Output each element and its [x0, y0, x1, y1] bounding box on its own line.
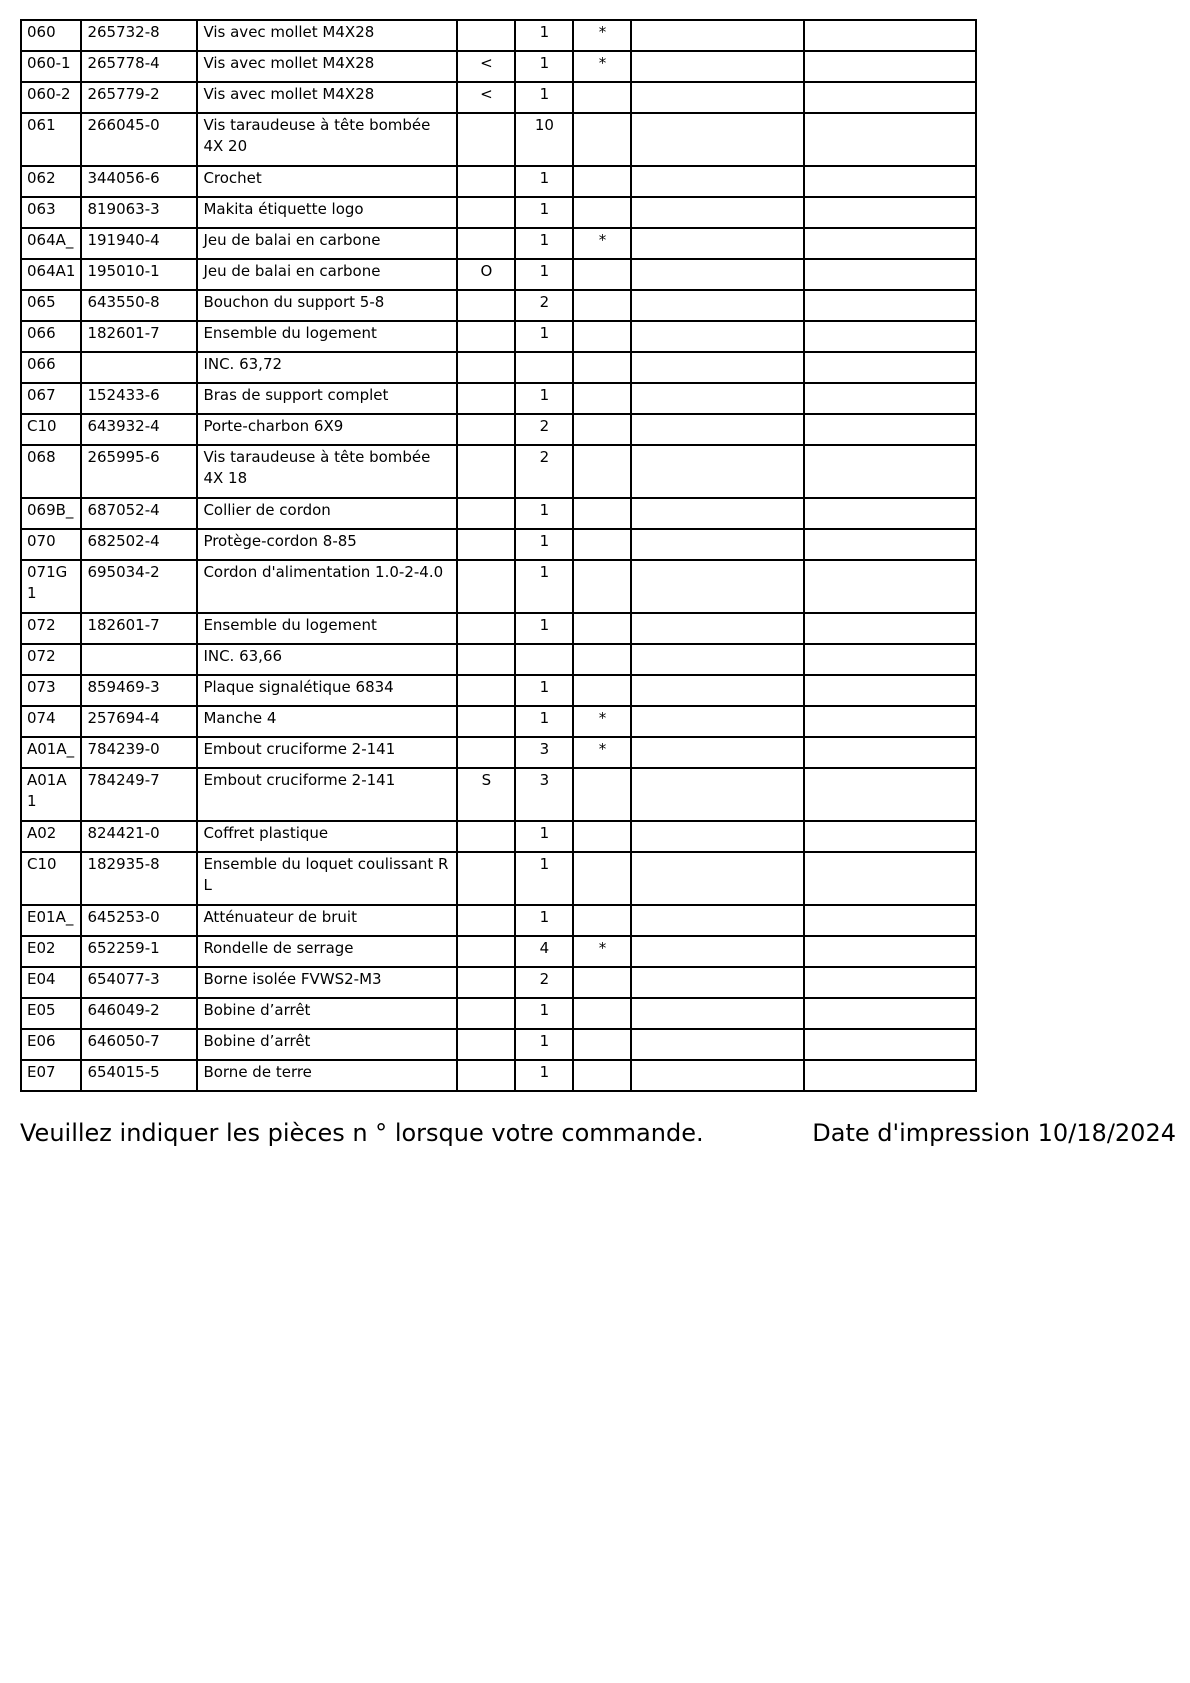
mark-cell	[457, 445, 515, 498]
description-cell: Jeu de balai en carbone	[197, 228, 457, 259]
quantity-cell: 3	[515, 737, 573, 768]
mark-cell: <	[457, 51, 515, 82]
print-date: Date d'impression 10/18/2024	[812, 1119, 1176, 1147]
table-row	[21, 560, 976, 613]
note-cell: *	[573, 936, 631, 967]
blank-cell-b	[804, 51, 976, 82]
blank-cell-b	[804, 1060, 976, 1091]
part-number-cell: 695034-2	[81, 560, 197, 613]
note-cell	[573, 905, 631, 936]
mark-cell	[457, 321, 515, 352]
blank-cell-b	[804, 414, 976, 445]
quantity-cell: 2	[515, 414, 573, 445]
item-number-cell: 060	[21, 20, 81, 51]
mark-cell	[457, 383, 515, 414]
quantity-cell: 2	[515, 290, 573, 321]
table-row	[21, 998, 976, 1029]
mark-cell	[457, 228, 515, 259]
note-cell: *	[573, 51, 631, 82]
description-cell: Makita étiquette logo	[197, 197, 457, 228]
part-number-cell: 784249-7	[81, 768, 197, 821]
description-cell: Bouchon du support 5-8	[197, 290, 457, 321]
part-number-cell: 266045-0	[81, 113, 197, 166]
item-number-cell: 063	[21, 197, 81, 228]
description-cell: Atténuateur de bruit	[197, 905, 457, 936]
quantity-cell: 1	[515, 82, 573, 113]
description-cell: Vis avec mollet M4X28	[197, 20, 457, 51]
quantity-cell: 1	[515, 905, 573, 936]
quantity-cell: 1	[515, 1060, 573, 1091]
blank-cell-a	[631, 706, 804, 737]
quantity-cell: 2	[515, 967, 573, 998]
part-number-cell: 646049-2	[81, 998, 197, 1029]
mark-cell	[457, 290, 515, 321]
quantity-cell: 1	[515, 529, 573, 560]
blank-cell-a	[631, 321, 804, 352]
description-cell: Jeu de balai en carbone	[197, 259, 457, 290]
part-number-cell: 265995-6	[81, 445, 197, 498]
description-cell: Vis avec mollet M4X28	[197, 51, 457, 82]
description-cell: Bobine d’arrêt	[197, 1029, 457, 1060]
table-row	[21, 352, 976, 383]
item-number-cell: 061	[21, 113, 81, 166]
part-number-cell: 645253-0	[81, 905, 197, 936]
description-cell: Coffret plastique	[197, 821, 457, 852]
quantity-cell: 1	[515, 228, 573, 259]
table-row	[21, 51, 976, 82]
part-number-cell: 654077-3	[81, 967, 197, 998]
table-row	[21, 936, 976, 967]
note-cell	[573, 967, 631, 998]
table-row	[21, 967, 976, 998]
table-row	[21, 905, 976, 936]
table-row	[21, 20, 976, 51]
blank-cell-b	[804, 821, 976, 852]
table-row	[21, 644, 976, 675]
part-number-cell: 654015-5	[81, 1060, 197, 1091]
mark-cell	[457, 1060, 515, 1091]
mark-cell: S	[457, 768, 515, 821]
part-number-cell: 682502-4	[81, 529, 197, 560]
blank-cell-a	[631, 821, 804, 852]
blank-cell-b	[804, 383, 976, 414]
table-row	[21, 321, 976, 352]
mark-cell: <	[457, 82, 515, 113]
mark-cell	[457, 20, 515, 51]
blank-cell-a	[631, 197, 804, 228]
blank-cell-a	[631, 259, 804, 290]
description-cell: INC. 63,72	[197, 352, 457, 383]
blank-cell-a	[631, 768, 804, 821]
description-cell: Embout cruciforme 2-141	[197, 737, 457, 768]
description-cell: Manche 4	[197, 706, 457, 737]
table-row	[21, 852, 976, 905]
part-number-cell: 265778-4	[81, 51, 197, 82]
description-cell: Bras de support complet	[197, 383, 457, 414]
blank-cell-b	[804, 768, 976, 821]
note-cell	[573, 321, 631, 352]
blank-cell-b	[804, 644, 976, 675]
description-cell: Plaque signalétique 6834	[197, 675, 457, 706]
table-row	[21, 1060, 976, 1091]
item-number-cell: 072	[21, 644, 81, 675]
item-number-cell: A01A 1	[21, 768, 81, 821]
item-number-cell: 068	[21, 445, 81, 498]
item-number-cell: E01A_	[21, 905, 81, 936]
description-cell: INC. 63,66	[197, 644, 457, 675]
item-number-cell: 064A1	[21, 259, 81, 290]
part-number-cell: 265732-8	[81, 20, 197, 51]
description-cell: Borne isolée FVWS2-M3	[197, 967, 457, 998]
note-cell	[573, 560, 631, 613]
part-number-cell: 687052-4	[81, 498, 197, 529]
part-number-cell: 195010-1	[81, 259, 197, 290]
blank-cell-a	[631, 383, 804, 414]
note-cell	[573, 445, 631, 498]
quantity-cell: 1	[515, 675, 573, 706]
table-row	[21, 228, 976, 259]
description-cell: Embout cruciforme 2-141	[197, 768, 457, 821]
blank-cell-b	[804, 113, 976, 166]
quantity-cell: 1	[515, 20, 573, 51]
mark-cell	[457, 967, 515, 998]
part-number-cell: 646050-7	[81, 1029, 197, 1060]
note-cell	[573, 414, 631, 445]
note-cell: *	[573, 228, 631, 259]
part-number-cell: 652259-1	[81, 936, 197, 967]
blank-cell-a	[631, 737, 804, 768]
blank-cell-b	[804, 737, 976, 768]
mark-cell	[457, 613, 515, 644]
blank-cell-a	[631, 290, 804, 321]
item-number-cell: C10	[21, 852, 81, 905]
note-cell	[573, 290, 631, 321]
note-cell	[573, 259, 631, 290]
item-number-cell: 060-2	[21, 82, 81, 113]
quantity-cell: 1	[515, 51, 573, 82]
description-cell: Protège-cordon 8-85	[197, 529, 457, 560]
blank-cell-b	[804, 905, 976, 936]
part-number-cell: 824421-0	[81, 821, 197, 852]
note-cell	[573, 166, 631, 197]
table-row	[21, 498, 976, 529]
blank-cell-a	[631, 82, 804, 113]
item-number-cell: C10	[21, 414, 81, 445]
quantity-cell: 1	[515, 197, 573, 228]
part-number-cell	[81, 352, 197, 383]
blank-cell-b	[804, 560, 976, 613]
quantity-cell: 1	[515, 383, 573, 414]
item-number-cell: E07	[21, 1060, 81, 1091]
blank-cell-b	[804, 197, 976, 228]
note-cell	[573, 383, 631, 414]
item-number-cell: 064A_	[21, 228, 81, 259]
description-cell: Crochet	[197, 166, 457, 197]
blank-cell-b	[804, 529, 976, 560]
mark-cell	[457, 560, 515, 613]
description-cell: Ensemble du loquet coulissant R L	[197, 852, 457, 905]
quantity-cell: 1	[515, 498, 573, 529]
quantity-cell	[515, 644, 573, 675]
blank-cell-b	[804, 290, 976, 321]
quantity-cell: 1	[515, 166, 573, 197]
mark-cell	[457, 529, 515, 560]
part-number-cell: 152433-6	[81, 383, 197, 414]
item-number-cell: 066	[21, 321, 81, 352]
description-cell: Ensemble du logement	[197, 321, 457, 352]
blank-cell-a	[631, 998, 804, 1029]
blank-cell-b	[804, 498, 976, 529]
blank-cell-b	[804, 675, 976, 706]
blank-cell-a	[631, 967, 804, 998]
blank-cell-b	[804, 20, 976, 51]
note-cell: *	[573, 706, 631, 737]
quantity-cell: 1	[515, 998, 573, 1029]
blank-cell-a	[631, 936, 804, 967]
mark-cell	[457, 1029, 515, 1060]
part-number-cell: 265779-2	[81, 82, 197, 113]
note-cell	[573, 768, 631, 821]
quantity-cell: 1	[515, 852, 573, 905]
mark-cell	[457, 706, 515, 737]
note-cell	[573, 613, 631, 644]
part-number-cell: 819063-3	[81, 197, 197, 228]
table-row	[21, 113, 976, 166]
mark-cell	[457, 498, 515, 529]
table-row	[21, 821, 976, 852]
blank-cell-b	[804, 228, 976, 259]
note-cell	[573, 1029, 631, 1060]
blank-cell-a	[631, 1029, 804, 1060]
item-number-cell: 062	[21, 166, 81, 197]
blank-cell-a	[631, 414, 804, 445]
mark-cell	[457, 166, 515, 197]
blank-cell-b	[804, 352, 976, 383]
item-number-cell: 071G 1	[21, 560, 81, 613]
table-row	[21, 529, 976, 560]
mark-cell	[457, 936, 515, 967]
blank-cell-b	[804, 967, 976, 998]
quantity-cell: 1	[515, 613, 573, 644]
blank-cell-b	[804, 321, 976, 352]
blank-cell-a	[631, 166, 804, 197]
description-cell: Borne de terre	[197, 1060, 457, 1091]
description-cell: Vis avec mollet M4X28	[197, 82, 457, 113]
part-number-cell: 643550-8	[81, 290, 197, 321]
note-cell	[573, 644, 631, 675]
description-cell: Bobine d’arrêt	[197, 998, 457, 1029]
table-row	[21, 82, 976, 113]
blank-cell-a	[631, 1060, 804, 1091]
description-cell: Vis taraudeuse à tête bombée 4X 20	[197, 113, 457, 166]
blank-cell-b	[804, 998, 976, 1029]
blank-cell-b	[804, 259, 976, 290]
description-cell: Porte-charbon 6X9	[197, 414, 457, 445]
blank-cell-a	[631, 51, 804, 82]
parts-table-body	[21, 20, 976, 1091]
table-row	[21, 445, 976, 498]
table-row	[21, 166, 976, 197]
item-number-cell: E02	[21, 936, 81, 967]
part-number-cell: 344056-6	[81, 166, 197, 197]
blank-cell-b	[804, 166, 976, 197]
blank-cell-a	[631, 498, 804, 529]
table-row	[21, 675, 976, 706]
item-number-cell: 069B_	[21, 498, 81, 529]
mark-cell	[457, 852, 515, 905]
item-number-cell: 073	[21, 675, 81, 706]
blank-cell-b	[804, 613, 976, 644]
note-cell	[573, 82, 631, 113]
item-number-cell: E06	[21, 1029, 81, 1060]
blank-cell-a	[631, 675, 804, 706]
part-number-cell	[81, 644, 197, 675]
mark-cell	[457, 998, 515, 1029]
quantity-cell: 10	[515, 113, 573, 166]
note-cell	[573, 498, 631, 529]
note-cell	[573, 1060, 631, 1091]
quantity-cell: 1	[515, 560, 573, 613]
blank-cell-a	[631, 113, 804, 166]
description-cell: Rondelle de serrage	[197, 936, 457, 967]
mark-cell	[457, 821, 515, 852]
description-cell: Ensemble du logement	[197, 613, 457, 644]
quantity-cell: 1	[515, 1029, 573, 1060]
blank-cell-a	[631, 905, 804, 936]
part-number-cell: 191940-4	[81, 228, 197, 259]
blank-cell-a	[631, 613, 804, 644]
part-number-cell: 257694-4	[81, 706, 197, 737]
quantity-cell: 1	[515, 706, 573, 737]
part-number-cell: 859469-3	[81, 675, 197, 706]
part-number-cell: 643932-4	[81, 414, 197, 445]
table-row	[21, 414, 976, 445]
mark-cell	[457, 414, 515, 445]
blank-cell-b	[804, 936, 976, 967]
blank-cell-a	[631, 20, 804, 51]
mark-cell	[457, 675, 515, 706]
item-number-cell: A02	[21, 821, 81, 852]
item-number-cell: E05	[21, 998, 81, 1029]
blank-cell-a	[631, 228, 804, 259]
item-number-cell: E04	[21, 967, 81, 998]
blank-cell-b	[804, 1029, 976, 1060]
part-number-cell: 182935-8	[81, 852, 197, 905]
blank-cell-a	[631, 529, 804, 560]
mark-cell	[457, 352, 515, 383]
mark-cell	[457, 113, 515, 166]
note-cell	[573, 821, 631, 852]
quantity-cell: 1	[515, 821, 573, 852]
table-row	[21, 290, 976, 321]
quantity-cell	[515, 352, 573, 383]
note-cell	[573, 113, 631, 166]
table-row	[21, 613, 976, 644]
table-row	[21, 768, 976, 821]
quantity-cell: 3	[515, 768, 573, 821]
table-row	[21, 197, 976, 228]
item-number-cell: 067	[21, 383, 81, 414]
mark-cell: O	[457, 259, 515, 290]
part-number-cell: 182601-7	[81, 321, 197, 352]
blank-cell-b	[804, 82, 976, 113]
quantity-cell: 2	[515, 445, 573, 498]
note-cell	[573, 675, 631, 706]
note-cell	[573, 529, 631, 560]
blank-cell-a	[631, 445, 804, 498]
item-number-cell: 060-1	[21, 51, 81, 82]
blank-cell-b	[804, 852, 976, 905]
note-cell: *	[573, 737, 631, 768]
blank-cell-b	[804, 706, 976, 737]
item-number-cell: 070	[21, 529, 81, 560]
description-cell: Collier de cordon	[197, 498, 457, 529]
table-row	[21, 706, 976, 737]
blank-cell-a	[631, 852, 804, 905]
mark-cell	[457, 644, 515, 675]
quantity-cell: 1	[515, 259, 573, 290]
note-cell	[573, 197, 631, 228]
note-cell: *	[573, 20, 631, 51]
note-cell	[573, 852, 631, 905]
description-cell: Vis taraudeuse à tête bombée 4X 18	[197, 445, 457, 498]
item-number-cell: 066	[21, 352, 81, 383]
table-row	[21, 737, 976, 768]
quantity-cell: 1	[515, 321, 573, 352]
description-cell: Cordon d'alimentation 1.0-2-4.0	[197, 560, 457, 613]
blank-cell-a	[631, 644, 804, 675]
note-cell	[573, 352, 631, 383]
table-row	[21, 259, 976, 290]
item-number-cell: 065	[21, 290, 81, 321]
item-number-cell: 072	[21, 613, 81, 644]
quantity-cell: 4	[515, 936, 573, 967]
part-number-cell: 784239-0	[81, 737, 197, 768]
mark-cell	[457, 905, 515, 936]
blank-cell-a	[631, 560, 804, 613]
table-row	[21, 1029, 976, 1060]
parts-table	[20, 19, 977, 1092]
part-number-cell: 182601-7	[81, 613, 197, 644]
item-number-cell: A01A_	[21, 737, 81, 768]
table-row	[21, 383, 976, 414]
order-instruction: Veuillez indiquer les pièces n ° lorsque votre commande.	[20, 1119, 704, 1147]
mark-cell	[457, 737, 515, 768]
blank-cell-a	[631, 352, 804, 383]
mark-cell	[457, 197, 515, 228]
item-number-cell: 074	[21, 706, 81, 737]
blank-cell-b	[804, 445, 976, 498]
note-cell	[573, 998, 631, 1029]
